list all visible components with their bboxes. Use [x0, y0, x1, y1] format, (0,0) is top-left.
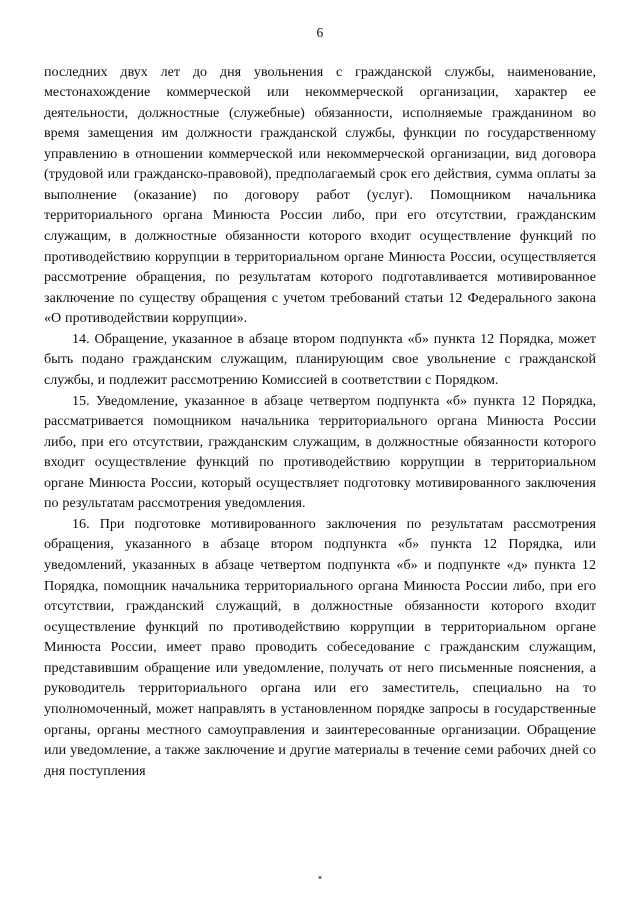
paragraph-continuation: последних двух лет до дня увольнения с гражданской службы, наименование, местонахождение коммерческой или некоммерческой организации, характер ее деятельности, должностные (служебные) обязанности, исполняемые гражданином во время замещения им должности гражданской службы, функции по государственному управлению в отношении коммерческой или некоммерческой организации, вид договора (трудовой или гражданско-правовой), предполагаемый срок его действия, сумма оплаты за выполнение (оказание) по договору работ (услуг). Помощником начальника территориального органа Минюста России либо, при его отсутствии, гражданским служащим, в должностные обязанности которого входит осуществление функций по противодействию коррупции в территориальном органе Минюста России, осуществляется рассмотрение обращения, по результатам которого подготавливается мотивированное заключение по существу обращения с учетом требований статьи 12 Федерального закона «О противодействии коррупции».: [44, 63, 596, 327]
page-number: 6: [316, 25, 324, 40]
footer-mark: [319, 876, 322, 879]
document-body: [44, 62, 596, 782]
paragraph-16: 16. При подготовке мотивированного заключения по результатам рассмотрения обращения, указанного в абзаце втором подпункта «б» пункта 12 Порядка, или уведомлений, указанных в абзаце четвертом подпункта «б» и подпункте «д» пункта 12 Порядка, помощник начальника территориального органа Минюста России либо, при его отсутствии, гражданский служащий, в должностные обязанности которого входит осуществление функций по противодействию коррупции в территориальном органе Минюста России, имеет право проводить собеседование с гражданским служащим, представившим обращение или уведомление, получать от него письменные пояснения, а руководитель территориального органа или его заместитель, специально на то уполномоченный, может направлять в установленном порядке запросы в государственные органы, органы местного самоуправления и заинтересованные организации. Обращение или уведомление, а также заключение и другие материалы в течение семи рабочих дней со дня поступления: [44, 515, 596, 779]
paragraph-14: 14. Обращение, указанное в абзаце втором подпункта «б» пункта 12 Порядка, может быть подано гражданским служащим, планирующим свое увольнение с гражданской службы, и подлежит рассмотрению Комиссией в соответствии с Порядком.: [44, 330, 596, 388]
paragraph-15: 15. Уведомление, указанное в абзаце четвертом подпункта «б» пункта 12 Порядка, рассматривается помощником начальника территориального органа Минюста России либо, при его отсутствии, гражданским служащим, в должностные обязанности которого входит осуществление функций по противодействию коррупции в территориальном органе Минюста России, который осуществляет подготовку мотивированного заключения по результатам рассмотрения уведомления.: [44, 392, 596, 512]
